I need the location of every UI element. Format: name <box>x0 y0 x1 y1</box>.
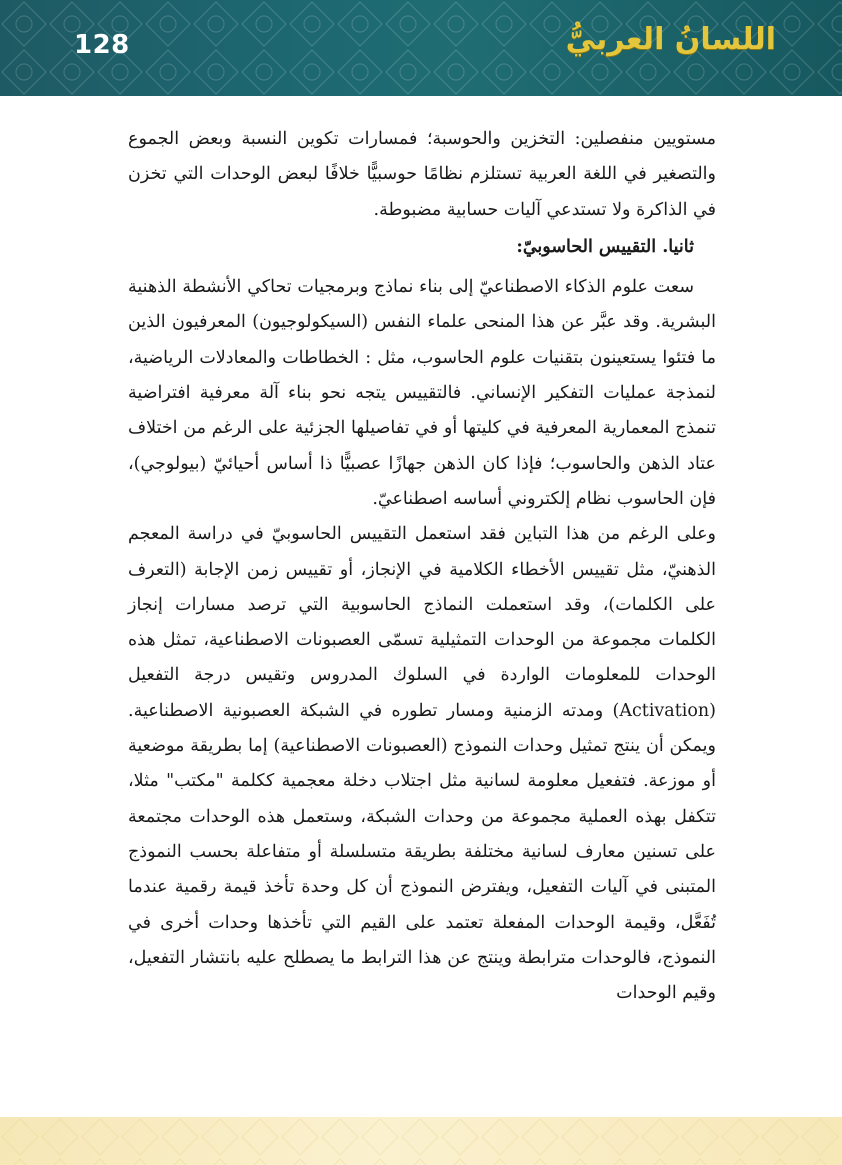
paragraph-computational-measurement: وعلى الرغم من هذا التباين فقد استعمل التقييس الحاسوبيّ في دراسة المعجم الذهنيّ، مثل تقييس الأخطاء الكلامية في الإنجاز، أو تقييس زمن الإجابة (التعرف على الكلمات)، وقد استعملت النماذج الحاسوبية التي ترصد مسارات إنجاز الكلمات مجموعة من الوحدات التمثيلية تسمّى العصبونات الاصطناعية، تمثل هذه الوحدات للمعلومات الواردة في السلوك المدروس وتقيس درجة التفعيل (Activation) ومدته الزمنية ومسار تطوره في الشبكة العصبونية الاصطناعية. ويمكن أن ينتج تمثيل وحدات النموذج (العصبونات الاصطناعية) إما بطريقة موضعية أو موزعة. فتفعيل معلومة لسانية مثل اجتلاب دخلة معجمية ككلمة "مكتب" مثلا، تتكفل بهذه العملية مجموعة من وحدات الشبكة، وستعمل هذه الوحدات مجتمعة على تسنين معارف لسانية مختلفة بطريقة متسلسلة أو متفاعلة بحسب النموذج المتبنى في آليات التفعيل، ويفترض النموذج أن كل وحدة تأخذ قيمة رقمية عندما تُفَعَّل، وقيمة الوحدات المفعلة تعتمد على القيم التي تأخذها وحدات أخرى في النموذج، فالوحدات مترابطة وينتج عن هذا الترابط ما يصطلح عليه بانتشار التفعيل، وقيم الوحدات <box>128 524 716 1004</box>
section-heading: ثانيا. التقييس الحاسوبيّ: <box>516 236 694 257</box>
footer-ornament-pattern <box>0 1117 842 1165</box>
page-header <box>0 0 842 96</box>
paragraph-intro: مستويين منفصلين: التخزين والحوسبة؛ فمسارات تكوين النسبة وبعض الجموع والتصغير في اللغة العربية تستلزم نظامًا حوسبيًّا خلافًا لبعض الوحدات التي تخزن في الذاكرة ولا تستدعي آليات حسابية مضبوطة. <box>128 129 716 220</box>
page-footer <box>0 1117 842 1165</box>
journal-logo: اللسانُ العربيُّ <box>565 22 776 57</box>
article-body <box>128 122 716 1011</box>
page-number: 128 <box>74 30 130 60</box>
paragraph-ai-modeling: سعت علوم الذكاء الاصطناعيّ إلى بناء نماذج وبرمجيات تحاكي الأنشطة الذهنية البشرية. وقد عبَّر عن هذا المنحى علماء النفس (السيكولوجيون) المعرفيون الذين ما فتئوا يستعينون بتقنيات علوم الحاسوب، مثل : الخطاطات والمعادلات الرياضية، لنمذجة عمليات التفكير الإنساني. فالتقييس يتجه نحو بناء آلة معرفية افتراضية تنمذج المعمارية المعرفية في كليتها أو في تفاصيلها الجزئية على الرغم من اختلاف عتاد الذهن والحاسوب؛ فإذا كان الذهن جهازًا عصبيًّا ذا أساس أحيائيّ (بيولوجي)، فإن الحاسوب نظام إلكتروني أساسه اصطناعيّ. <box>128 277 716 509</box>
